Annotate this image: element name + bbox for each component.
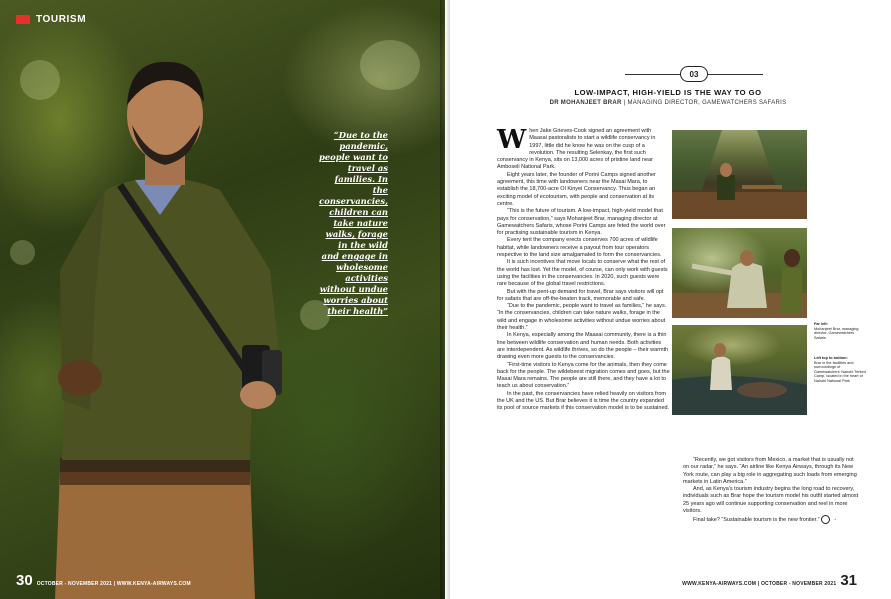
page-folio-right <box>682 572 857 589</box>
body-column-2 <box>683 457 859 525</box>
body-paragraph: “First-time visitors to Kenya come for the animals, then they come back for the people. The wildebeest migration comes and goes, but the Masai Mara remains. The people are still there, and they have a lot to teach us about conservation.” <box>497 361 670 390</box>
body-column-1 <box>497 125 670 413</box>
page-number: 31 <box>840 572 857 589</box>
folio-text: OCTOBER - NOVEMBER 2021 | WWW.KENYA-AIRWAYS.COM <box>36 581 191 587</box>
section-number: 03 <box>680 66 708 82</box>
byline <box>445 100 891 106</box>
body-paragraph: In the past, the conservancies have relied heavily on visitors from the UK and the US. But Brar believes it is time the country expanded its pool of source markets if this conservation model is to be sustained. <box>497 390 670 412</box>
body-paragraph: Final take? “Sustainable tourism is the new frontier.” → <box>693 516 838 524</box>
right-page-article <box>445 0 891 599</box>
bokeh-light <box>10 240 35 265</box>
caption-title: Far left: <box>814 322 828 326</box>
photo-caption-2 <box>814 356 866 384</box>
folio-text: WWW.KENYA-AIRWAYS.COM | OCTOBER - NOVEMBER 2021 <box>682 581 837 587</box>
photo-pointing-guide <box>672 228 807 318</box>
body-paragraph: But with the pent-up demand for travel, Brar says visitors will opt for safaris that are off-the-beaten track, memorable and safe. <box>497 288 664 302</box>
portrait-photo <box>50 40 310 599</box>
page-number: 30 <box>16 572 33 589</box>
drop-cap: W <box>497 125 527 155</box>
body-paragraph: When Jake Grieves-Cook signed an agreement with Maasai pastoralists to start a wildlife conservancy in 1997, little did he know he was on the cusp of a revolution. The resulting Selenkay, the first such conservancy in Kenya, sits on 13,000 acres of pristine land near Amboseli National Park. <box>497 125 656 171</box>
caption-text: Mohanjeet Brar, managing director, Gamewatchers Safaris <box>814 326 859 340</box>
caption-title: Left top to bottom: <box>814 356 848 360</box>
byline-name: DR MOHANJEET BRAR <box>549 100 622 106</box>
left-page-photo <box>0 0 445 599</box>
body-paragraph: It is such incentives that move locals to conserve what the rest of the world has lost. Yet the model, of course, can only work with guests using the facilities in the conservancies. In 2020, such guests were rare because of the global travel restrictions. <box>497 259 668 288</box>
photo-caption-1 <box>814 322 866 340</box>
section-color-bar <box>16 15 30 24</box>
divider-line <box>625 74 680 75</box>
body-paragraph: “Due to the pandemic, people want to travel as families,” he says. “In the conservancies, children can take nature walks, forage in the wild and engage in wholesome activities without undue worries about their health.” <box>497 303 667 332</box>
body-paragraph: “This is the future of tourism. A low-impact, high-yield model that pays for conservation,” says Mohanjeet Brar, managing director at Gamewatchers Safaris, whose Porini Camps are feted the world over for practising sustainable tourism in Kenya. <box>497 208 666 237</box>
section-number-badge <box>625 66 763 82</box>
body-paragraph: And, as Kenya’s tourism industry begins the long road to recovery, individuals such as Brar hope the tourism model his outfit started almost 25 years ago will continue supporting conservation and reel in more visitors. <box>683 486 859 515</box>
section-label: TOURISM <box>36 14 87 25</box>
caption-text: Brar in the facilities and surroundings of Gamewatchers’ Nairobi Tented Camp, located in the heart of Nairobi National Park <box>814 360 866 383</box>
divider-line <box>708 74 763 75</box>
end-mark-icon: → <box>821 515 830 524</box>
photo-riverside <box>672 325 807 415</box>
body-paragraph: Every tent the company erects conserves 700 acres of wildlife habitat, while landowners receive a payout from tour operators respective to the land size amalgamated to form the conservancies. <box>497 237 662 259</box>
section-tag <box>16 14 86 25</box>
byline-role: | MANAGING DIRECTOR, GAMEWATCHERS SAFARIS <box>621 100 787 106</box>
body-paragraph: Eight years later, the founder of Porini Camps signed another agreement, this time with landowners near the Masai Mara, to establish the 18,700-acre Ol Kinyei Conservancy. Thus began an exciting model of ecotourism, with people and conservation at its centre. <box>497 171 656 207</box>
body-paragraph: In Kenya, especially among the Maasai community, there is a thin line between wildlife conservation and human needs. Both activities are interdependent. As wildlife thrives, so do the people – their warmth drawing even more guests to the conservancies. <box>497 332 669 361</box>
page-folio-left <box>16 572 191 589</box>
photo-camp-tent <box>672 130 807 219</box>
article-headline: LOW-IMPACT, HIGH-YIELD IS THE WAY TO GO <box>574 88 762 97</box>
body-paragraph: “Recently, we got visitors from Mexico, a market that is usually not on our radar,” he says. “An airline like Kenya Airways, through its New York route, can play a big role in aggregating such loads from emerging markets in Latin America.” <box>683 457 857 485</box>
page-gutter-shadow <box>440 0 450 599</box>
pull-quote: “Due to the pandemic, people want to travel as families. In the conservancies, children can take nature walks, forage in the wild and engage in wholesome activities without undue worries about their health” <box>318 130 388 316</box>
bokeh-light <box>360 40 420 90</box>
